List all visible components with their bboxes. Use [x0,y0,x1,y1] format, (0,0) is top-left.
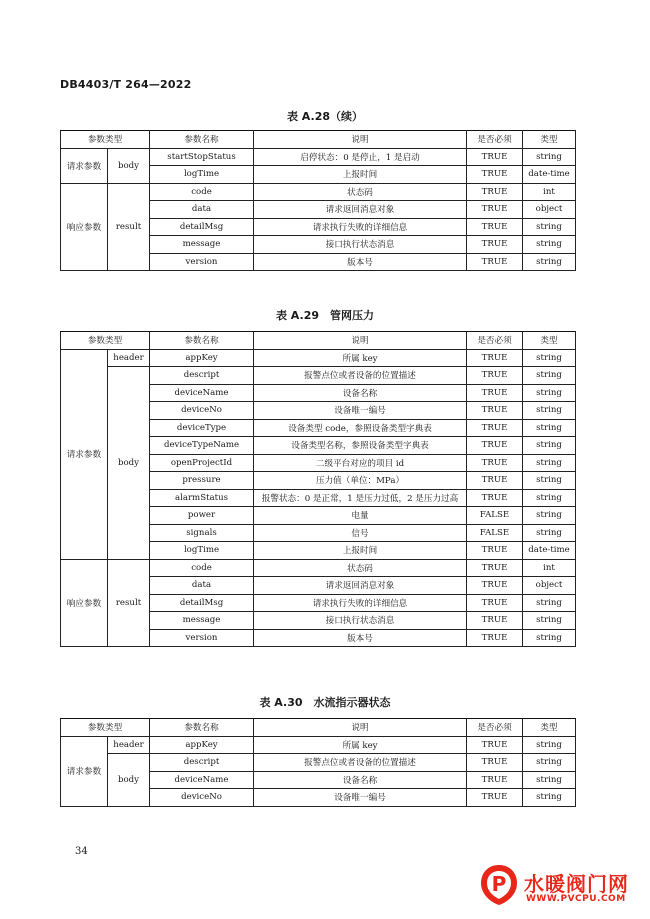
table-row [61,148,576,166]
param-subtype-cell: result [108,183,150,271]
table-a30-caption: 表 A.30 水流指示器状态 [259,696,391,709]
required-cell: TRUE [467,201,523,219]
description-cell: 所属 key [254,349,467,367]
param-name-cell: deviceType [150,419,254,437]
param-name-cell: appKey [150,349,254,367]
column-header-required: 是否必须 [467,131,523,149]
data-type-cell: string [523,736,576,754]
required-cell: TRUE [467,629,523,647]
param-name-cell: deviceName [150,384,254,402]
table-a29 [60,331,576,647]
required-cell: TRUE [467,367,523,385]
description-cell: 状态码 [254,183,467,201]
param-name-cell: code [150,183,254,201]
table-a28 [60,130,576,271]
description-cell: 状态码 [254,559,467,577]
required-cell: TRUE [467,402,523,420]
data-type-cell: string [523,454,576,472]
watermark-text: 水暖阀门网 [524,872,629,896]
required-cell: TRUE [467,594,523,612]
data-type-cell: string [523,472,576,490]
column-header-param-name: 参数名称 [150,332,254,350]
required-cell: TRUE [467,419,523,437]
description-cell: 版本号 [254,629,467,647]
required-cell: TRUE [467,384,523,402]
table-header-row [61,131,576,149]
param-name-cell: startStopStatus [150,148,254,166]
param-name-cell: detailMsg [150,594,254,612]
required-cell: FALSE [467,507,523,525]
param-type-cell: 请求参数 [61,349,108,559]
page-number: 34 [75,846,88,857]
description-cell: 所属 key [254,736,467,754]
param-name-cell: descript [150,367,254,385]
data-type-cell: string [523,789,576,807]
data-type-cell: string [523,236,576,254]
param-subtype-cell: header [108,736,150,754]
param-name-cell: logTime [150,542,254,560]
data-type-cell: string [523,384,576,402]
data-type-cell: string [523,349,576,367]
param-name-cell: code [150,559,254,577]
table-row [61,367,576,385]
data-type-cell: string [523,629,576,647]
svg-text:P: P [491,872,507,896]
required-cell: TRUE [467,736,523,754]
data-type-cell: date-time [523,166,576,184]
data-type-cell: object [523,201,576,219]
required-cell: TRUE [467,437,523,455]
table-row [61,183,576,201]
param-name-cell: deviceTypeName [150,437,254,455]
data-type-cell: string [523,594,576,612]
document-id: DB4403/T 264—2022 [60,78,192,91]
column-header-data-type: 类型 [523,332,576,350]
param-type-cell: 响应参数 [61,183,108,271]
description-cell: 报警点位或者设备的位置描述 [254,754,467,772]
description-cell: 设备名称 [254,771,467,789]
description-cell: 请求返回消息对象 [254,201,467,219]
param-subtype-cell: body [108,148,150,183]
param-name-cell: detailMsg [150,218,254,236]
data-type-cell: string [523,489,576,507]
required-cell: TRUE [467,148,523,166]
description-cell: 请求执行失败的详细信息 [254,594,467,612]
column-header-description: 说明 [254,719,467,737]
required-cell: TRUE [467,218,523,236]
param-name-cell: signals [150,524,254,542]
column-header-data-type: 类型 [523,719,576,737]
required-cell: TRUE [467,489,523,507]
param-name-cell: message [150,612,254,630]
required-cell: TRUE [467,472,523,490]
param-type-cell: 响应参数 [61,559,108,647]
required-cell: TRUE [467,253,523,271]
column-header-description: 说明 [254,131,467,149]
param-name-cell: data [150,577,254,595]
param-name-cell: appKey [150,736,254,754]
column-header-param-type: 参数类型 [61,332,150,350]
required-cell: TRUE [467,771,523,789]
param-name-cell: power [150,507,254,525]
data-type-cell: string [523,524,576,542]
watermark-url: WWW.PVCPU.COM [526,894,626,904]
description-cell: 设备唯一编号 [254,402,467,420]
param-name-cell: version [150,253,254,271]
column-header-required: 是否必须 [467,719,523,737]
param-type-cell: 请求参数 [61,736,108,806]
required-cell: TRUE [467,612,523,630]
table-row [61,736,576,754]
required-cell: TRUE [467,166,523,184]
param-subtype-cell: body [108,754,150,807]
param-name-cell: deviceNo [150,789,254,807]
param-name-cell: message [150,236,254,254]
param-name-cell: data [150,201,254,219]
column-header-param-type: 参数类型 [61,131,150,149]
data-type-cell: string [523,218,576,236]
description-cell: 请求返回消息对象 [254,577,467,595]
table-row [61,349,576,367]
table-header-row [61,332,576,350]
data-type-cell: string [523,754,576,772]
required-cell: FALSE [467,524,523,542]
required-cell: TRUE [467,559,523,577]
description-cell: 启停状态：0 是停止，1 是启动 [254,148,467,166]
column-header-param-type: 参数类型 [61,719,150,737]
data-type-cell: string [523,402,576,420]
data-type-cell: string [523,771,576,789]
table-header-row [61,719,576,737]
required-cell: TRUE [467,789,523,807]
description-cell: 上报时间 [254,166,467,184]
required-cell: TRUE [467,349,523,367]
column-header-param-name: 参数名称 [150,719,254,737]
param-subtype-cell: header [108,349,150,367]
data-type-cell: date-time [523,542,576,560]
description-cell: 设备类型 code，参照设备类型字典表 [254,419,467,437]
data-type-cell: string [523,253,576,271]
description-cell: 设备唯一编号 [254,789,467,807]
description-cell: 接口执行状态消息 [254,236,467,254]
table-row [61,559,576,577]
watermark [478,862,643,912]
param-name-cell: logTime [150,166,254,184]
data-type-cell: string [523,612,576,630]
param-name-cell: deviceNo [150,402,254,420]
column-header-data-type: 类型 [523,131,576,149]
column-header-description: 说明 [254,332,467,350]
param-subtype-cell: body [108,367,150,560]
watermark-logo-icon [478,862,520,908]
description-cell: 报警点位或者设备的位置描述 [254,367,467,385]
required-cell: TRUE [467,577,523,595]
param-name-cell: openProjectId [150,454,254,472]
data-type-cell: string [523,148,576,166]
description-cell: 设备类型名称，参照设备类型字典表 [254,437,467,455]
required-cell: TRUE [467,183,523,201]
param-type-cell: 请求参数 [61,148,108,183]
description-cell: 版本号 [254,253,467,271]
data-type-cell: string [523,367,576,385]
description-cell: 设备名称 [254,384,467,402]
data-type-cell: string [523,437,576,455]
data-type-cell: int [523,559,576,577]
param-name-cell: descript [150,754,254,772]
data-type-cell: object [523,577,576,595]
description-cell: 请求执行失败的详细信息 [254,218,467,236]
description-cell: 电量 [254,507,467,525]
description-cell: 压力值（单位：MPa） [254,472,467,490]
required-cell: TRUE [467,236,523,254]
param-name-cell: deviceName [150,771,254,789]
table-row [61,754,576,772]
table-a28-caption: 表 A.28（续） [286,110,364,123]
description-cell: 接口执行状态消息 [254,612,467,630]
description-cell: 报警状态：0 是正常，1 是压力过低，2 是压力过高 [254,489,467,507]
param-name-cell: pressure [150,472,254,490]
required-cell: TRUE [467,754,523,772]
param-name-cell: alarmStatus [150,489,254,507]
column-header-required: 是否必须 [467,332,523,350]
description-cell: 二级平台对应的项目 id [254,454,467,472]
required-cell: TRUE [467,542,523,560]
required-cell: TRUE [467,454,523,472]
data-type-cell: string [523,507,576,525]
param-subtype-cell: result [108,559,150,647]
data-type-cell: int [523,183,576,201]
description-cell: 上报时间 [254,542,467,560]
data-type-cell: string [523,419,576,437]
column-header-param-name: 参数名称 [150,131,254,149]
table-a29-caption: 表 A.29 管网压力 [275,309,375,322]
param-name-cell: version [150,629,254,647]
table-a30 [60,718,576,807]
description-cell: 信号 [254,524,467,542]
